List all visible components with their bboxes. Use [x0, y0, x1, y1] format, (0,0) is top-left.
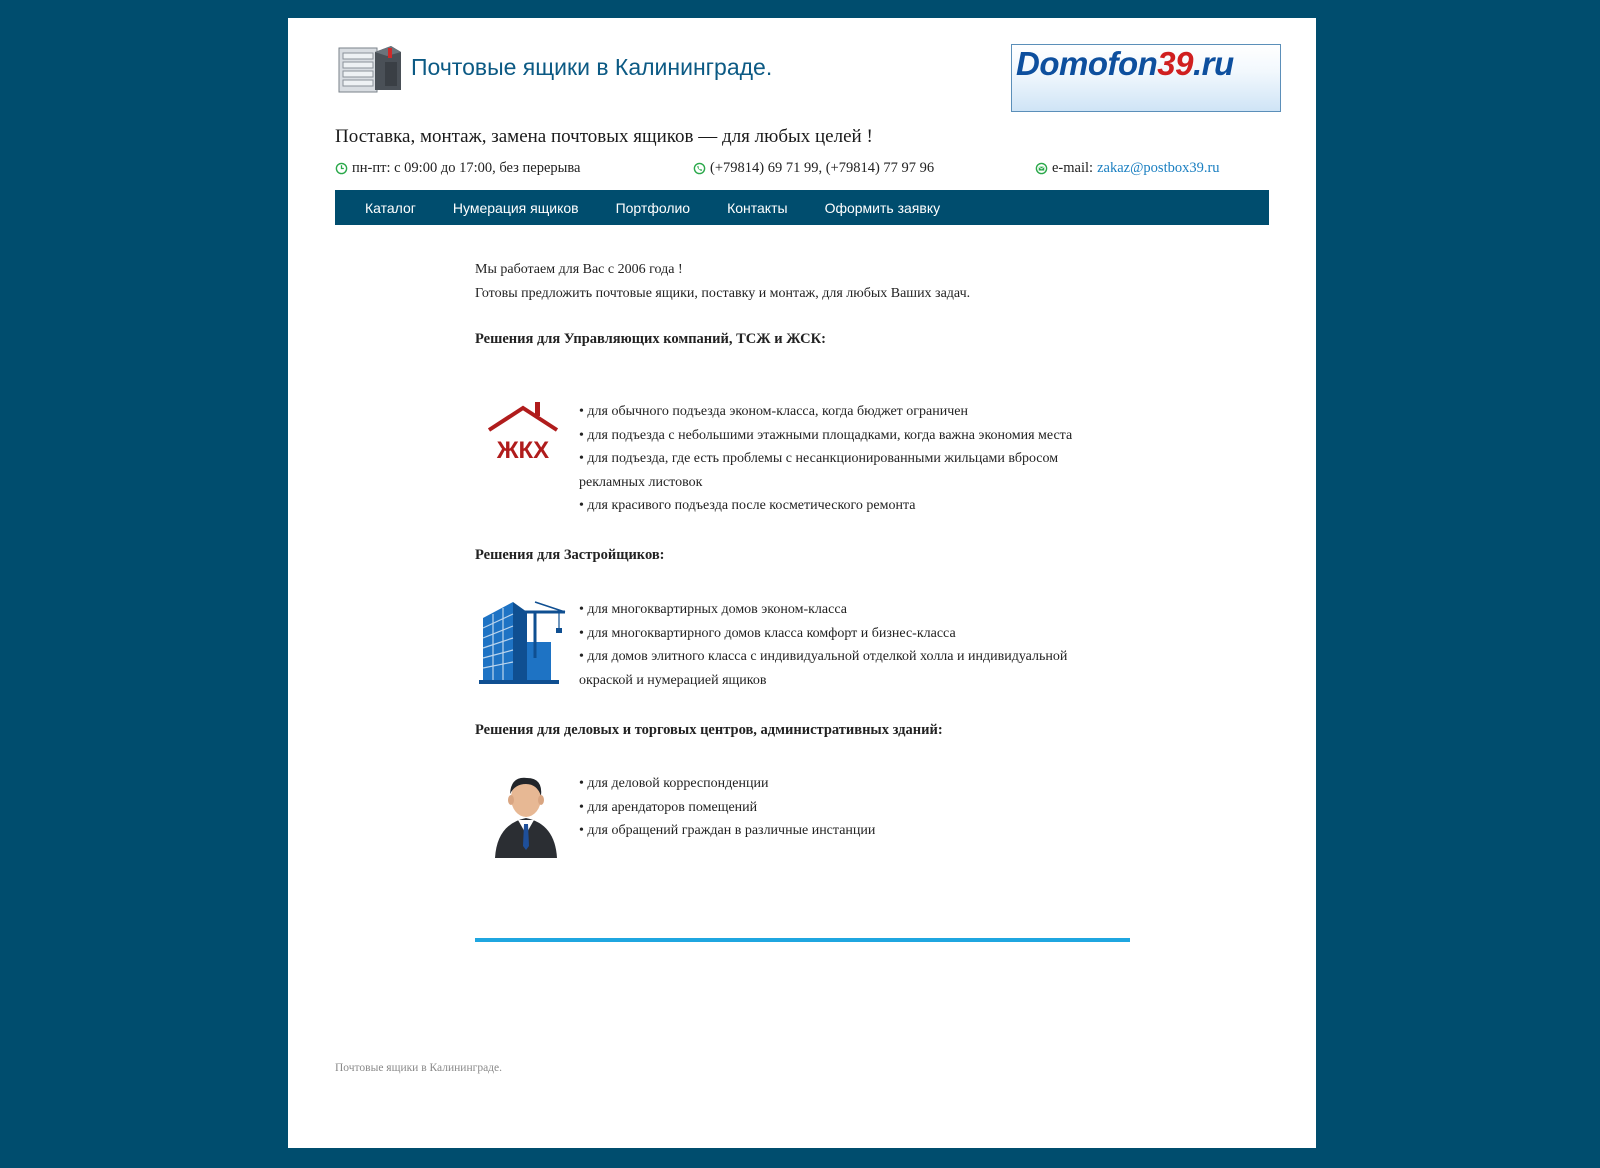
list-item: • для многоквартирных домов эконом-класса: [579, 602, 847, 617]
site-header: [335, 42, 1275, 192]
list-item: • для обычного подъезда эконом-класса, когда бюджет ограничен: [579, 404, 968, 419]
main-nav: [335, 190, 1269, 225]
nav-item-catalog[interactable]: Каталог: [365, 199, 416, 216]
section-list-management: [579, 400, 1119, 518]
businessman-icon: [491, 772, 561, 858]
list-item: • для подъезда, где есть проблемы с несанкционированными жильцами вбросом рекламных листовок: [579, 451, 1059, 490]
phones-text[interactable]: (+79814) 69 71 99, (+79814) 77 97 96: [710, 160, 935, 176]
list-item: • для домов элитного класса с индивидуальной отделкой холла и индивидуальной окраской и нумерацией ящиков: [579, 649, 1068, 688]
list-item: • для обращений граждан в различные инстанции: [579, 823, 876, 838]
section-title-business-centers: Решения для деловых и торговых центров, административных зданий:: [475, 722, 943, 738]
footer-text: Почтовые ящики в Калининграде.: [335, 1062, 503, 1074]
email-label: e-mail:: [1052, 160, 1094, 176]
section-list-developers: [579, 598, 1119, 692]
nav-item-box-numbering[interactable]: Нумерация ящиков: [452, 199, 579, 216]
banner-text: Domofon39.ru: [1016, 45, 1234, 82]
contact-hours: [335, 160, 580, 177]
main-content: [475, 258, 1135, 838]
email-link[interactable]: zakaz@postbox39.ru: [1097, 160, 1220, 176]
clock-icon: [335, 162, 348, 175]
list-item: • для красивого подъезда после косметического ремонта: [579, 498, 916, 513]
mailbox-logo-icon[interactable]: [335, 42, 405, 94]
section-title-developers: Решения для Застройщиков:: [475, 547, 665, 563]
nav-item-contacts[interactable]: Контакты: [727, 199, 788, 216]
email-icon: [1035, 162, 1048, 175]
content-divider: [475, 938, 1130, 942]
nav-item-portfolio[interactable]: Портфолио: [615, 199, 691, 216]
intro-line: Готовы предложить почтовые ящики, поставку и монтаж, для любых Ваших задач.: [475, 285, 971, 301]
buildings-crane-icon: [479, 598, 567, 684]
hours-text: пн-пт: с 09:00 до 17:00, без перерыва: [352, 160, 581, 176]
phone-icon: [693, 162, 706, 175]
site-title[interactable]: Почтовые ящики в Калининграде.: [411, 54, 773, 80]
contact-phones: [693, 160, 934, 177]
list-item: • для многоквартирного домов класса комфорт и бизнес-класса: [579, 625, 956, 641]
contact-email: [1035, 160, 1220, 177]
intro-text: [475, 258, 1135, 305]
svg-text:ЖКХ: ЖКХ: [496, 437, 550, 464]
intro-line: Мы работаем для Вас с 2006 года !: [475, 262, 683, 277]
nav-item-place-order[interactable]: Оформить заявку: [824, 199, 941, 216]
section-title-management: Решения для Управляющих компаний, ТСЖ и ЖСК:: [475, 331, 826, 347]
housing-utilities-icon: [485, 400, 561, 464]
section-list-business-centers: [579, 772, 1119, 843]
page-container: [288, 18, 1316, 1148]
list-item: • для подъезда с небольшими этажными площадками, когда важна экономия места: [579, 427, 1073, 443]
list-item: • для арендаторов помещений: [579, 799, 758, 815]
domofon-banner[interactable]: [1011, 44, 1281, 112]
list-item: • для деловой корреспонденции: [579, 776, 769, 791]
tagline: Поставка, монтаж, замена почтовых ящиков — для любых целей !: [335, 126, 873, 147]
